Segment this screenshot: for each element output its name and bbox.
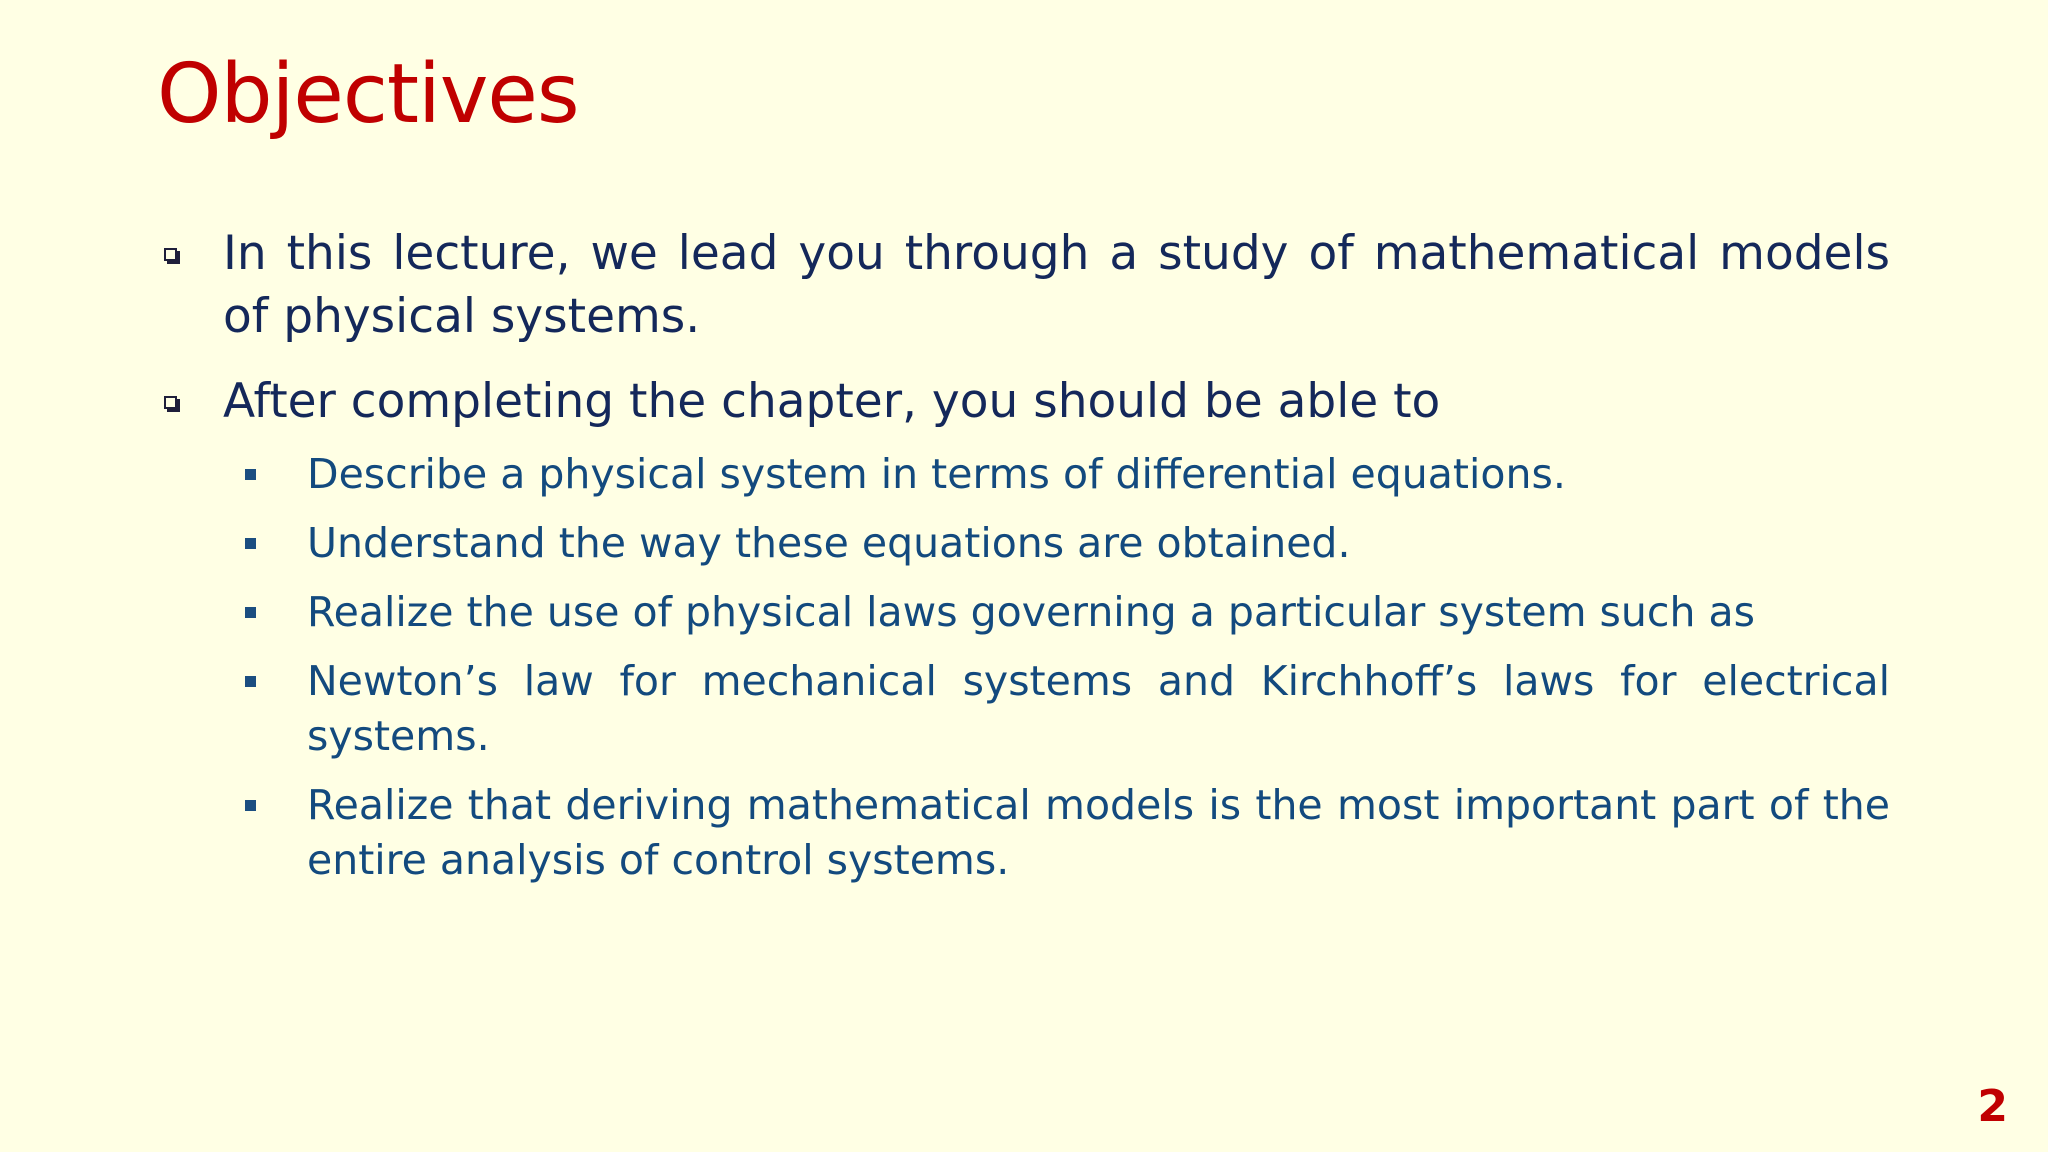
- sub-bullet-text: Newton’s law for mechanical systems and Kirchhoff’s laws for electrical systems.: [307, 657, 1890, 760]
- hollow-square-bullet-icon: [164, 248, 177, 261]
- bullet-item: [160, 222, 1890, 348]
- hollow-square-bullet-icon: [164, 396, 177, 409]
- sub-bullet-text: Understand the way these equations are obtained.: [307, 519, 1351, 567]
- sub-bullet-item: [244, 778, 1890, 888]
- filled-square-bullet-icon: [245, 800, 256, 811]
- filled-square-bullet-icon: [245, 676, 256, 687]
- page-number: 2: [1977, 1081, 2008, 1132]
- sub-bullet-text: Describe a physical system in terms of differential equations.: [307, 450, 1566, 498]
- filled-square-bullet-icon: [245, 538, 256, 549]
- sub-bullet-item: [244, 654, 1890, 764]
- slide-title: Objectives: [157, 47, 579, 142]
- sub-bullet-list: [160, 447, 1890, 888]
- bullet-list: [160, 222, 1890, 902]
- filled-square-bullet-icon: [245, 469, 256, 480]
- sub-bullet-item: [244, 516, 1890, 571]
- filled-square-bullet-icon: [245, 607, 256, 618]
- sub-bullet-text: Realize the use of physical laws governing a particular system such as: [307, 588, 1755, 636]
- sub-bullet-item: [244, 447, 1890, 502]
- bullet-text: After completing the chapter, you should be able to: [223, 374, 1441, 429]
- bullet-item: [160, 370, 1890, 433]
- sub-bullet-item: [244, 585, 1890, 640]
- sub-bullet-text: Realize that deriving mathematical models is the most important part of the entire analysis of control systems.: [307, 781, 1890, 884]
- bullet-text: In this lecture, we lead you through a study of mathematical models of physical systems.: [223, 226, 1890, 344]
